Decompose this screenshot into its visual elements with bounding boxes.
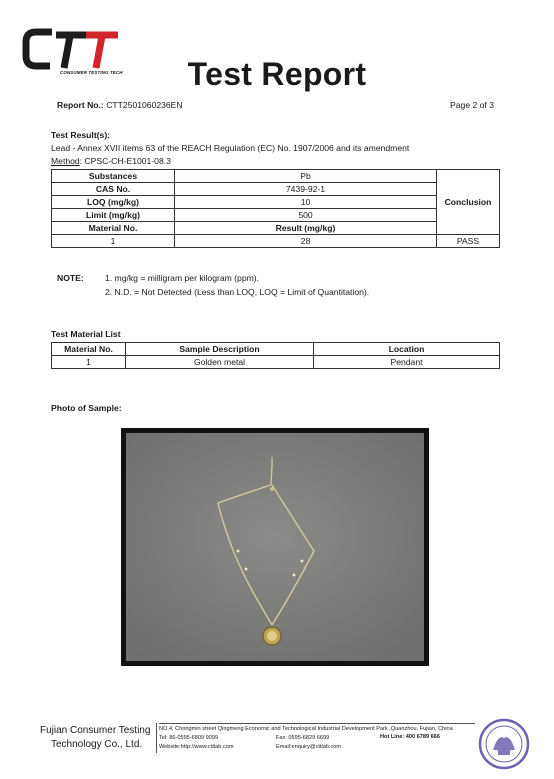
- loq-value: 10: [175, 196, 437, 209]
- table-row: [52, 222, 500, 235]
- table-row: [52, 183, 500, 196]
- company-name: Technology Co., Ltd.: [51, 739, 143, 750]
- conclusion-label: Conclusion: [437, 170, 500, 235]
- sample-location: Pendant: [314, 356, 500, 369]
- limit-value: 500: [175, 209, 437, 222]
- necklace-image: [126, 433, 424, 661]
- results-heading: Test Result(s):: [51, 130, 111, 140]
- method-label: Method: [51, 156, 80, 166]
- report-number-label: Report No.:: [57, 100, 104, 110]
- result-value: 28: [175, 235, 437, 248]
- company-website[interactable]: Website:http://www.cttlab.com: [159, 744, 234, 750]
- result-material: 1: [52, 235, 175, 248]
- note-label: NOTE:: [57, 273, 84, 283]
- company-seal-icon: [478, 718, 530, 770]
- photo-heading: Photo of Sample:: [51, 403, 122, 413]
- footer-divider: [156, 723, 157, 753]
- report-number: [57, 100, 183, 110]
- result-label: Result (mg/kg): [175, 222, 437, 235]
- sample-description: Golden metal: [126, 356, 314, 369]
- substances-value: Pb: [175, 170, 437, 183]
- table-row: [52, 209, 500, 222]
- cas-value: 7439-92-1: [175, 183, 437, 196]
- limit-label: Limit (mg/kg): [52, 209, 175, 222]
- company-email[interactable]: Email:enquiry@cttlab.com: [276, 744, 342, 750]
- table-row: [52, 196, 500, 209]
- note-item: 1. mg/kg = milligram per kilogram (ppm).: [105, 273, 260, 283]
- material-number: 1: [52, 356, 126, 369]
- cas-label: CAS No.: [52, 183, 175, 196]
- result-conclusion: PASS: [437, 235, 500, 248]
- company-hotline: Hot Line: 400 6789 666: [380, 734, 441, 740]
- column-header: Material No.: [52, 343, 126, 356]
- results-table: [51, 169, 500, 248]
- lead-description: Lead - Annex XVII items 63 of the REACH Regulation (EC) No. 1907/2006 and its amendment: [51, 143, 410, 153]
- sample-photo: [126, 433, 424, 661]
- table-row: [52, 170, 500, 183]
- table-row: [52, 235, 500, 248]
- method-line: [51, 156, 171, 166]
- material-label: Material No.: [52, 222, 175, 235]
- company-address: NO.4, Chongmin street Qingmeng Economic and Technological Industrial Development Park ,Quanzhou, Fujian, China: [159, 726, 453, 732]
- column-header: Sample Description: [126, 343, 314, 356]
- page-indicator: Page 2 of 3: [450, 100, 494, 110]
- report-title: Test Report: [187, 56, 367, 92]
- table-row: [52, 356, 500, 369]
- table-header-row: [52, 343, 500, 356]
- material-list-table: [51, 342, 500, 369]
- company-tel: Tel: 86-0595-6809 9099: [159, 735, 219, 741]
- report-number-value: CTT2501060236EN: [106, 100, 183, 110]
- logo-subtitle: CONSUMER TESTING TECH: [60, 70, 123, 75]
- company-name: Fujian Consumer Testing: [40, 725, 151, 736]
- method-value: : CPSC-CH-E1001-08.3: [79, 156, 171, 166]
- footer-divider: [159, 723, 475, 724]
- loq-label: LOQ (mg/kg): [52, 196, 175, 209]
- company-fax: Fax: 0595-6829 6699: [276, 735, 330, 741]
- note-item: 2. N.D. = Not Detected (Less than LOQ, LOQ = Limit of Quantitation).: [105, 287, 370, 297]
- material-list-heading: Test Material List: [51, 329, 121, 339]
- substances-label: Substances: [52, 170, 175, 183]
- column-header: Location: [314, 343, 500, 356]
